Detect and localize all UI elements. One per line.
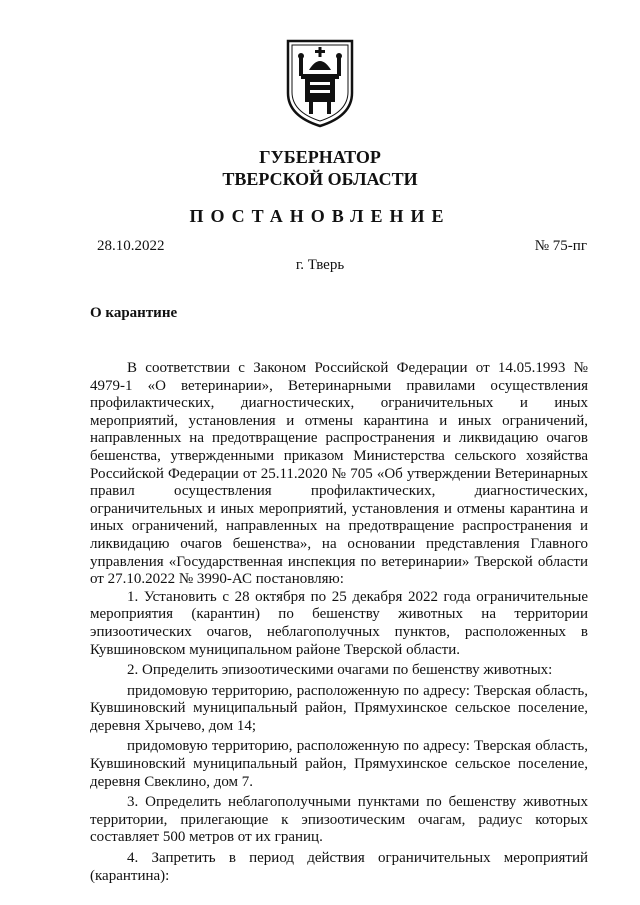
paragraph-address-1: придомовую территорию, расположенную по адресу: Тверская область, Кувшиновский муниципальный район, Прямухинское сельское поселение, деревня Хрычево, дом 14;: [90, 682, 588, 734]
document-body: [90, 360, 588, 885]
document-subject: О карантине: [90, 305, 178, 321]
document-date: 28.10.2022: [97, 238, 165, 254]
document-type: ПОСТАНОВЛЕНИЕ: [189, 206, 451, 226]
authority-line-2: ТВЕРСКОЙ ОБЛАСТИ: [222, 169, 418, 189]
document-number: № 75-пг: [534, 238, 587, 254]
document-city: г. Тверь: [295, 257, 345, 273]
authority-line-1: ГУБЕРНАТОР: [259, 147, 381, 167]
paragraph-item-2: 2. Определить эпизоотическими очагами по бешенству животных:: [127, 662, 553, 679]
paragraph-item-3: 3. Определить неблагополучными пунктами по бешенству животных территории, прилегающие к эпизоотическим очагам, радиус которых составляет 500 метров от их границ.: [90, 794, 588, 846]
issuing-authority: [0, 146, 640, 190]
paragraph-preamble: В соответствии с Законом Российской Федерации от 14.05.1993 № 4979-1 «О ветеринарии», Ветеринарными правилами осуществления профилактических, диагностических, ограничительных и иных мероприятий, установления и отмены карантина и иных ограничений, направленных на предотвращение распространения и ликвидацию очагов бешенства, утвержденными приказом Министерства сельского хозяйства Российской Федерации от 25.11.2020 № 705 «Об утверждении Ветеринарных правил осуществления профилактических, диагностических, ограничительных и иных мероприятий, установления и отмены карантина и иных ограничений, направленных на предотвращение распространения и ликвидацию очагов бешенства», на основании представления Главного управления «Государственная инспекция по ветеринарии» Тверской области от 27.10.2022 № 3990-АС постановляю:: [90, 360, 588, 588]
paragraph-address-2: придомовую территорию, расположенную по адресу: Тверская область, Кувшиновский муниципальный район, Прямухинское сельское поселение, деревня Свеклино, дом 7.: [90, 738, 588, 790]
paragraph-item-1: 1. Установить с 28 октября по 25 декабря 2022 года ограничительные мероприятия (карантин) по бешенству животных на территории эпизоотических очагов, неблагополучных пунктов, расположенных в Кувшиновском муниципальном районе Тверской области.: [90, 588, 588, 658]
paragraph-item-4: 4. Запретить в период действия ограничительных мероприятий (карантина):: [90, 850, 588, 884]
coat-of-arms-icon: [285, 38, 355, 128]
